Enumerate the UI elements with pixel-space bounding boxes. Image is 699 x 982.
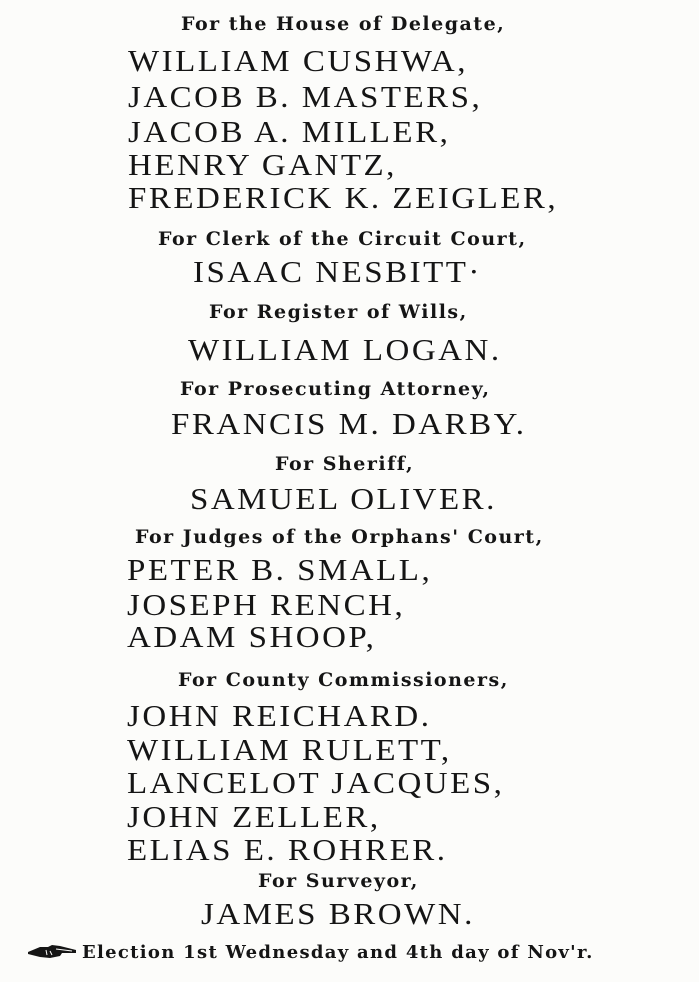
candidate-name: JACOB A. MILLER, [128, 116, 451, 150]
candidate-name: WILLIAM RULETT, [127, 734, 452, 768]
heading-register-of-wills: For Register of Wills, [209, 301, 468, 323]
candidate-name: LANCELOT JACQUES, [127, 767, 505, 801]
pointing-hand-icon [26, 943, 78, 961]
candidate-name: WILLIAM LOGAN. [188, 334, 502, 368]
heading-surveyor: For Surveyor, [258, 870, 419, 892]
heading-county-commissioners: For County Commissioners, [178, 669, 509, 691]
candidate-name: ELIAS E. ROHRER. [127, 834, 448, 868]
candidate-name: ADAM SHOOP, [127, 621, 377, 655]
candidate-name: HENRY GANTZ, [128, 149, 397, 183]
candidate-name: JAMES BROWN. [201, 898, 475, 932]
candidate-name: JOHN REICHARD. [127, 700, 432, 734]
heading-clerk-circuit-court: For Clerk of the Circuit Court, [158, 228, 527, 250]
election-date-text: Election 1st Wednesday and 4th day of Nov'r. [82, 942, 594, 963]
candidate-name: FRANCIS M. DARBY. [171, 408, 527, 442]
candidate-name: JOHN ZELLER, [127, 801, 381, 835]
election-date-notice [26, 943, 594, 962]
heading-house-of-delegates: For the House of Delegate, [181, 13, 506, 35]
candidate-name: ISAAC NESBITT· [193, 256, 482, 290]
candidate-name: WILLIAM CUSHWA, [128, 45, 468, 79]
candidate-name: FREDERICK K. ZEIGLER, [128, 182, 559, 216]
heading-sheriff: For Sheriff, [275, 453, 415, 475]
heading-prosecuting-attorney: For Prosecuting Attorney, [180, 378, 491, 400]
candidate-name: JOSEPH RENCH, [127, 589, 406, 623]
candidate-name: PETER B. SMALL, [127, 554, 433, 588]
heading-judges-orphans-court: For Judges of the Orphans' Court, [135, 526, 544, 548]
candidate-name: JACOB B. MASTERS, [128, 81, 483, 115]
candidate-name: SAMUEL OLIVER. [190, 483, 497, 517]
